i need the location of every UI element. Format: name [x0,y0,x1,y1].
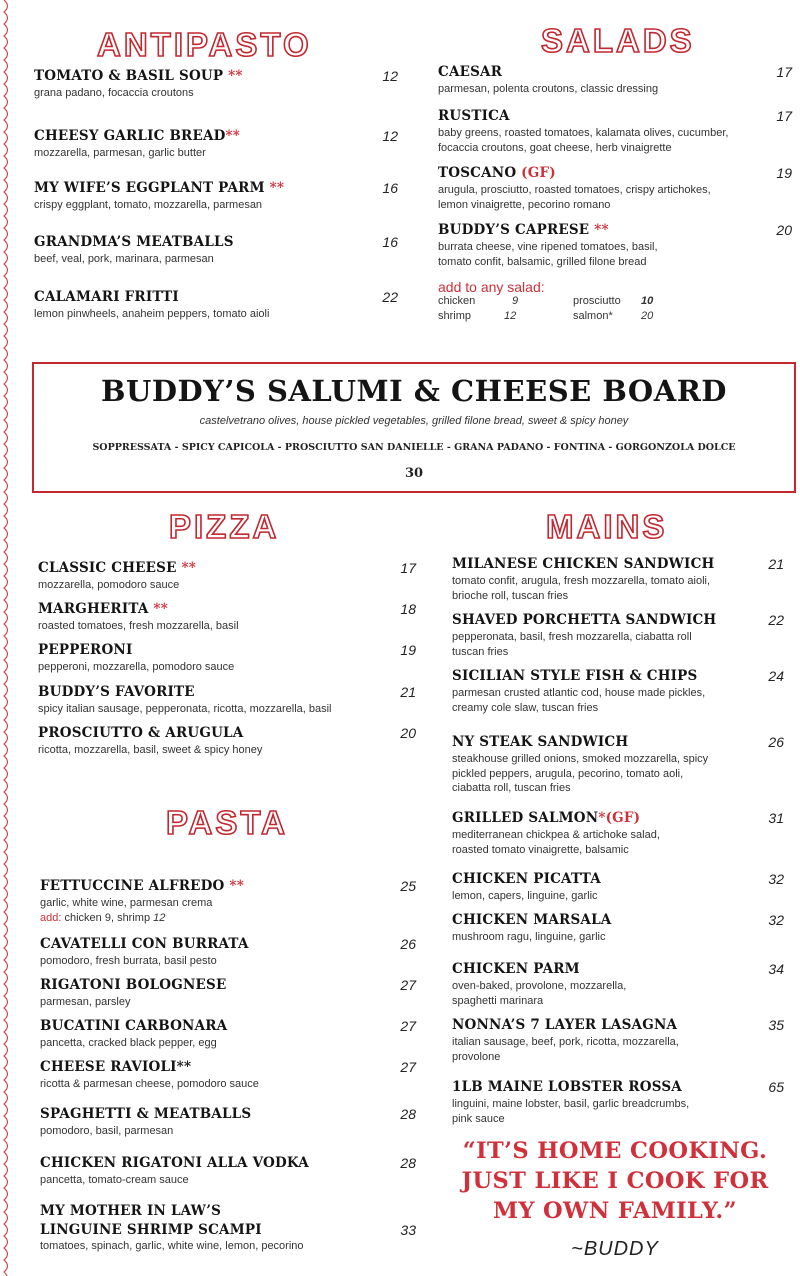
item-price: 17 [776,64,792,80]
item-description: garlic, white wine, parmesan crema add: chicken 9, shrimp 12 [40,897,213,924]
pasta-addon: add: chicken 9, shrimp 12 [40,911,166,924]
item-name: CAVATELLI CON BURRATA [40,936,249,952]
salad-addons-heading: add to any salad: [438,279,545,295]
item-description: burrata cheese, vine ripened tomatoes, basil, tomato confit, balsamic, grilled filone bread [438,241,658,268]
addon-name: salmon* [573,310,613,322]
item-price: 26 [768,734,784,750]
item-description: pepperoni, mozzarella, pomodoro sauce [38,661,235,673]
item-description: parmesan crusted atlantic cod, house made pickles, creamy cole slaw, tuscan fries [452,687,706,714]
quote-line: JUST LIKE I COOK FOR [461,1168,769,1194]
item-name: NONNA’S 7 LAYER LASAGNA [452,1017,678,1033]
item-price: 22 [382,289,398,305]
quote-line: “IT’S HOME COOKING. [462,1138,768,1164]
board-subtitle: castelvetrano olives, house pickled vegetables, grilled filone bread, sweet & spicy honey [199,415,629,427]
item-name: CHICKEN RIGATONI ALLA VODKA [40,1155,309,1171]
addon-price: 9 [512,295,519,307]
item-description: beef, veal, pork, marinara, parmesan [34,253,214,265]
item-price: 20 [776,222,792,238]
chef-quote [440,1136,790,1226]
item-price: 32 [768,871,784,887]
item-description: pancetta, tomato-cream sauce [40,1174,189,1186]
item-name: BUDDY’S CAPRESE ** [438,222,609,238]
item-name: PEPPERONI [38,642,133,658]
item-name: SICILIAN STYLE FISH & CHIPS [452,668,698,684]
item-description: mediterranean chickpea & artichoke salad, roasted tomato vinaigrette, balsamic [452,829,660,856]
item-description: italian sausage, beef, pork, ricotta, mozzarella, provolone [452,1036,679,1063]
item-description: pomodoro, basil, parmesan [40,1125,174,1137]
item-price: 32 [768,912,784,928]
item-name: CHEESE RAVIOLI** [40,1059,192,1075]
section-title-pizza: PIZZA [169,508,280,545]
item-name: CHICKEN PICATTA [452,871,601,887]
item-name: CHICKEN PARM [452,961,580,977]
item-name: MILANESE CHICKEN SANDWICH [452,556,715,572]
section-title-pasta: PASTA [166,804,288,841]
item-description: tomatoes, spinach, garlic, white wine, lemon, pecorino [40,1240,304,1252]
item-description: pomodoro, fresh burrata, basil pesto [40,955,217,967]
addon-price: 12 [504,310,517,322]
quote-line: MY OWN FAMILY.” [493,1198,737,1224]
item-description: tomato confit, arugula, fresh mozzarella, tomato aioli, brioche roll, tuscan fries [452,575,711,602]
item-description: mozzarella, parmesan, garlic butter [34,147,206,159]
item-price: 12 [382,68,398,84]
item-price: 16 [382,234,398,250]
item-name-line2: LINGUINE SHRIMP SCAMPI [40,1222,262,1238]
item-name: SPAGHETTI & MEATBALLS [40,1106,252,1122]
board-title: BUDDY’S SALUMI & CHEESE BOARD [101,374,727,408]
item-price: 24 [768,668,784,684]
item-description: baby greens, roasted tomatoes, kalamata olives, cucumber, focaccia croutons, goat cheese, herb vinaigrette [438,127,729,154]
item-description: grana padano, focaccia croutons [34,87,194,99]
item-description: arugula, prosciutto, roasted tomatoes, crispy artichokes, lemon vinaigrette, pecorino romano [438,184,711,211]
addon-price: 20 [641,310,654,322]
item-description: lemon pinwheels, anaheim peppers, tomato aioli [34,308,270,320]
item-name: TOMATO & BASIL SOUP ** [34,68,243,84]
item-description: ricotta & parmesan cheese, pomodoro sauce [40,1078,259,1090]
item-price: 17 [400,560,416,576]
addon-name: shrimp [438,310,472,322]
item-name: GRANDMA’S MEATBALLS [34,234,234,250]
item-name: CLASSIC CHEESE ** [38,560,197,576]
item-name: CHEESY GARLIC BREAD** [34,128,241,144]
item-name: MARGHERITA ** [38,601,168,617]
item-description: lemon, capers, linguine, garlic [452,890,598,902]
addon-price: 10 [641,295,654,307]
item-name: MY WIFE’S EGGPLANT PARM ** [34,180,285,196]
item-description: linguini, maine lobster, basil, garlic breadcrumbs, pink sauce [452,1098,690,1125]
item-name: RUSTICA [438,108,510,124]
item-name: 1LB MAINE LOBSTER ROSSA [452,1079,682,1095]
item-price: 33 [400,1222,416,1238]
item-price: 21 [400,684,416,700]
item-description: mozzarella, pomodoro sauce [38,579,180,591]
item-price: 28 [400,1155,416,1171]
item-name: CAESAR [438,64,503,80]
item-price: 22 [768,612,784,628]
chef-signature: ~BUDDY [571,1238,659,1260]
board-list: SOPPRESSATA - SPICY CAPICOLA - PROSCIUTTO SAN DANIELLE - GRANA PADANO - FONTINA - GORGONZOLA DOLCE [92,442,736,453]
item-price: 25 [400,878,416,894]
item-price: 21 [768,556,784,572]
item-name: TOSCANO (GF) [438,165,556,181]
item-price: 26 [400,936,416,952]
item-name: CHICKEN MARSALA [452,912,612,928]
item-description: parmesan, parsley [40,996,131,1008]
section-title-salads: SALADS [541,22,695,59]
item-description: steakhouse grilled onions, smoked mozzarella, spicy pickled peppers, arugula, pecorino, tomato aoli, ciabatta roll, tuscan fries [452,753,709,794]
salumi-cheese-board [32,362,796,493]
addon-name: chicken [438,295,476,307]
item-name: FETTUCCINE ALFREDO ** [40,878,244,894]
item-price: 17 [776,108,792,124]
item-description: pancetta, cracked black pepper, egg [40,1037,217,1049]
item-name: GRILLED SALMON*(GF) [452,810,641,826]
section-title-antipasto: ANTIPASTO [97,26,312,63]
salad-addons [438,279,768,325]
item-name: SHAVED PORCHETTA SANDWICH [452,612,717,628]
salad-addons-row [438,295,768,310]
item-price: 16 [382,180,398,196]
item-price: 19 [400,642,416,658]
item-name: MY MOTHER IN LAW’S [40,1203,222,1219]
board-price: 30 [404,466,424,481]
item-price: 31 [768,810,784,826]
item-price: 20 [400,725,416,741]
item-name: BUDDY’S FAVORITE [38,684,195,700]
section-title-mains: MAINS [546,508,668,545]
item-price: 28 [400,1106,416,1122]
item-price: 34 [768,961,784,977]
item-description: pepperonata, basil, fresh mozzarella, ciabatta roll tuscan fries [452,631,692,658]
item-price: 35 [768,1017,784,1033]
item-price: 27 [400,977,416,993]
item-price: 27 [400,1059,416,1075]
item-description: parmesan, polenta croutons, classic dressing [438,83,659,95]
item-description: oven-baked, provolone, mozzarella, spaghetti marinara [452,980,627,1007]
item-name: RIGATONI BOLOGNESE [40,977,227,993]
item-price: 19 [776,165,792,181]
item-price: 27 [400,1018,416,1034]
item-price: 18 [400,601,416,617]
item-description: ricotta, mozzarella, basil, sweet & spicy honey [38,744,263,756]
item-description: mushroom ragu, linguine, garlic [452,931,606,943]
item-name: NY STEAK SANDWICH [452,734,629,750]
item-price: 65 [768,1079,784,1095]
item-description: roasted tomatoes, fresh mozzarella, basil [38,620,239,632]
item-name: BUCATINI CARBONARA [40,1018,228,1034]
item-name: CALAMARI FRITTI [34,289,179,305]
addon-name: prosciutto [573,295,621,307]
item-price: 12 [382,128,398,144]
salad-addons-row [438,310,768,325]
item-description: spicy italian sausage, pepperonata, ricotta, mozzarella, basil [38,703,332,715]
item-description: crispy eggplant, tomato, mozzarella, parmesan [34,199,263,211]
wavy-border-decoration [0,0,14,1276]
item-name: PROSCIUTTO & ARUGULA [38,725,244,741]
